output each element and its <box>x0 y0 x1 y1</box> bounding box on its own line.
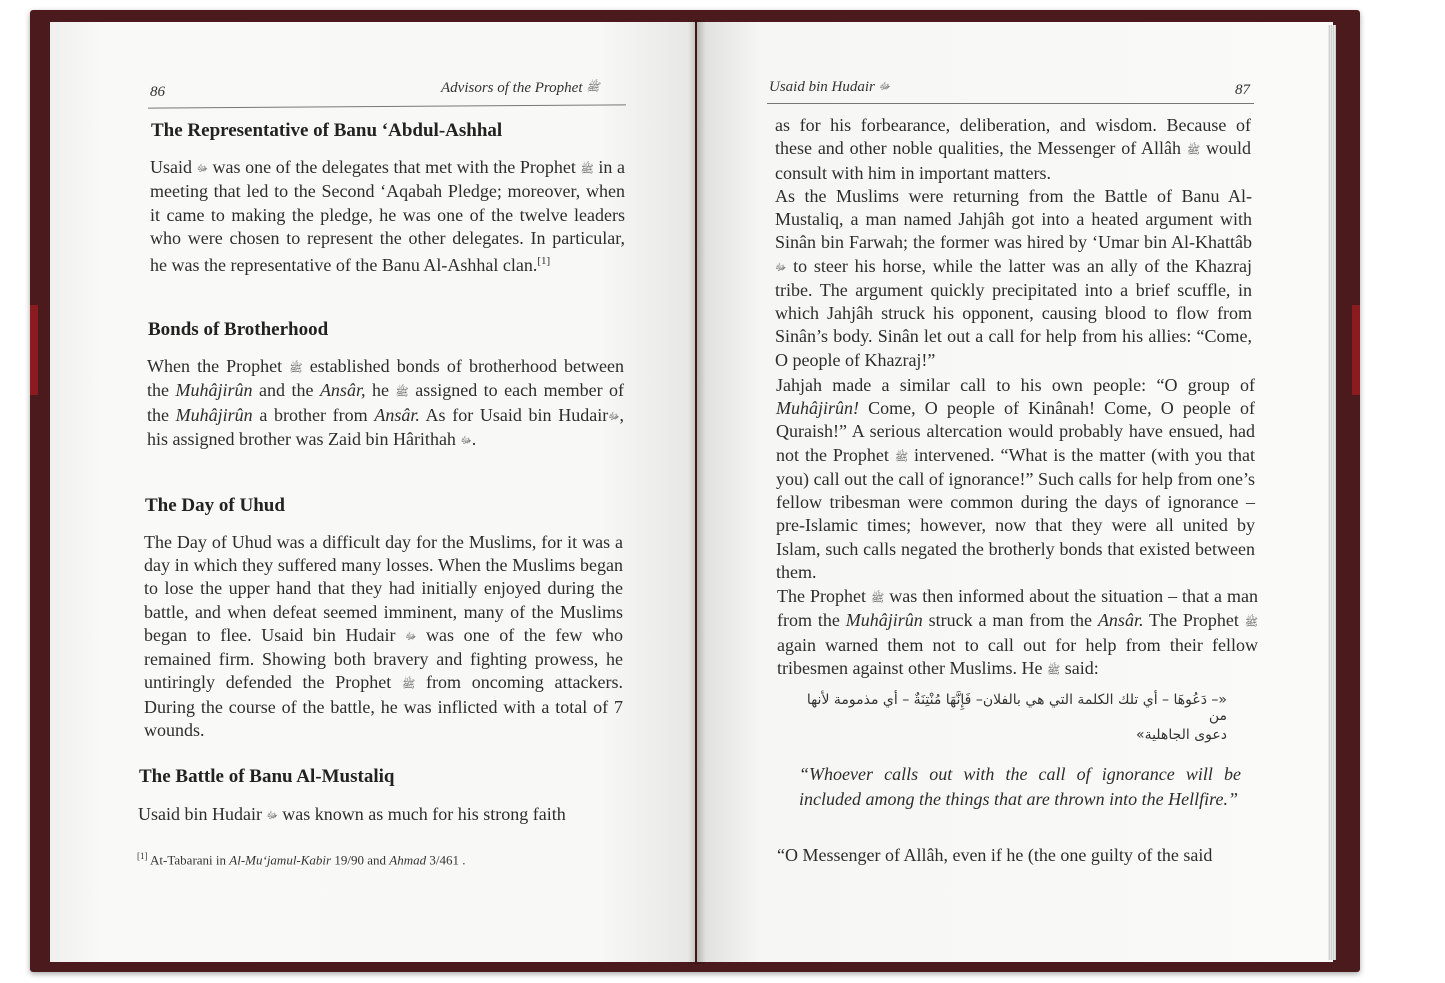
ra-icon: ﷻ <box>405 631 417 643</box>
footnote: [1] At-Tabarani in Al-Mu‘jamul-Kabir 19/90 and Ahmad 3/461 . <box>137 851 466 868</box>
section-heading: The Battle of Banu Al-Mustaliq <box>139 766 395 787</box>
left-page-number: 86 <box>150 84 165 100</box>
right-paragraph: Jahjah made a similar call to his own people: “O group of Muhâjirûn! Come, O people of Kinânah! Come, O people of Quraish!” A serious altercation would probably have ensued, had not the Prophet ﷺ intervened. “What is the matter (with you that you) call out the call of ignorance!” Such calls for help from one’s fellow tribesman were common during the days of ignorance – pre-Islamic times; however, now that they were all united by Islam, such calls negated the brotherly bonds that existed between them. <box>776 375 1255 582</box>
right-page-number: 87 <box>1235 82 1250 98</box>
pbuh-icon: ﷺ <box>1046 663 1061 677</box>
right-paragraph: The Prophet ﷺ was then informed about the situation – that a man from the Muhâjirûn struck a man from the Ansâr. The Prophet ﷺ again warned them not to call out for help from their fellow tribesmen against other Muslims. He ﷺ said: <box>777 586 1259 679</box>
pbuh-icon: ﷺ <box>580 162 594 176</box>
pbuh-icon: ﷺ <box>1244 615 1259 629</box>
pbuh-icon: ﷺ <box>586 80 600 94</box>
right-paragraph: As the Muslims were returning from the Battle of Banu Al-Mustaliq, a man named Jahjâh got into a heated argument with Sinân bin Farwah; the former was hired by ‘Umar bin Al-Khattâb ﷻ to steer his horse, while the latter was an ally of the Khazraj tribe. The argument quickly precipitated into a brief scuffle, in which Jahjâh struck his opponent, causing blood to flow from Sinân’s body. Sinân let out a call for help from his allies: “Come, O people of Khazraj!” <box>775 186 1252 370</box>
ra-icon: ﷻ <box>608 411 620 423</box>
page-edge <box>1328 25 1336 960</box>
section-heading: Bonds of Brotherhood <box>148 319 329 340</box>
section-heading: The Representative of Banu ‘Abdul-Ashhal <box>151 120 503 141</box>
pbuh-icon: ﷺ <box>395 385 409 399</box>
pbuh-icon: ﷺ <box>401 677 416 691</box>
section-paragraph: When the Prophet ﷺ established bonds of brotherhood between the Muhâjirûn and the Ansâr, he ﷺ assigned to each member of the Muhâjirûn a brother from Ansâr. As for Usaid bin Hudairﷻ, his assigned brother was Zaid bin Hârithah ﷻ. <box>147 356 625 450</box>
spine-shadow <box>688 20 706 964</box>
cover-band-left <box>30 305 38 395</box>
right-page <box>697 22 1333 962</box>
hadith-translation: “Whoever calls out with the call of ignorance will be included among the things that are thrown into the Hellfire.” <box>799 764 1241 809</box>
section-heading: The Day of Uhud <box>145 495 285 516</box>
pbuh-icon: ﷺ <box>289 361 303 375</box>
pbuh-icon: ﷺ <box>870 591 885 605</box>
right-header-rule <box>767 103 1254 104</box>
ra-icon: ﷻ <box>460 435 472 447</box>
ra-icon: ﷻ <box>196 163 208 175</box>
ra-icon: ﷻ <box>266 810 278 822</box>
arabic-hadith-line: دعوى الجاهلية» <box>1136 727 1227 743</box>
right-running-head: Usaid bin Hudair ﷻ <box>769 79 890 95</box>
ra-icon: ﷻ <box>775 261 787 273</box>
section-paragraph: The Day of Uhud was a difficult day for the Muslims, for it was a day in which they suffered many losses. When the Muslims began to lose the upper hand that they had initially enjoyed during the battle, and when defeat seemed imminent, many of the Muslims began to flee. Usaid bin Hudair ﷻ was one of the few who remained firm. Showing both bravery and fighting prowess, he untiringly defended the Prophet ﷺ from oncoming attackers. During the course of the battle, he was inflicted with a total of 7 wounds. <box>144 532 623 741</box>
footnote-ref: [1] <box>537 255 551 268</box>
pbuh-icon: ﷺ <box>1186 143 1201 157</box>
left-page <box>50 22 695 962</box>
section-paragraph: Usaid ﷻ was one of the delegates that met with the Prophet ﷺ in a meeting that led to the Second ‘Aqabah Pledge; moreover, when it came to making the pledge, he was one of the twelve leaders who were chosen to represent the other delegates. In particular, he was the representative of the Banu Al-Ashhal clan.[1] <box>150 157 626 276</box>
pbuh-icon: ﷺ <box>894 449 909 463</box>
left-running-head: Advisors of the Prophet ﷺ <box>441 80 600 96</box>
cover-band-right <box>1352 305 1360 395</box>
ra-icon: ﷻ <box>878 81 890 93</box>
right-last-line: “O Messenger of Allâh, even if he (the one guilty of the said <box>777 845 1213 865</box>
left-header-rule <box>148 104 626 108</box>
arabic-hadith-line: «– دَعُوهَا – أي تلك الكلمة التي هي بالفلان– فَإِنَّهَا مُنْتِنَةٌ – أي مذمومة لأنها من <box>806 692 1227 724</box>
right-paragraph: as for his forbearance, deliberation, and wisdom. Because of these and other noble qualities, the Messenger of Allâh ﷺ would consult with him in important matters. <box>775 115 1252 183</box>
section-paragraph: Usaid bin Hudair ﷻ was known as much for his strong faith <box>138 804 566 824</box>
